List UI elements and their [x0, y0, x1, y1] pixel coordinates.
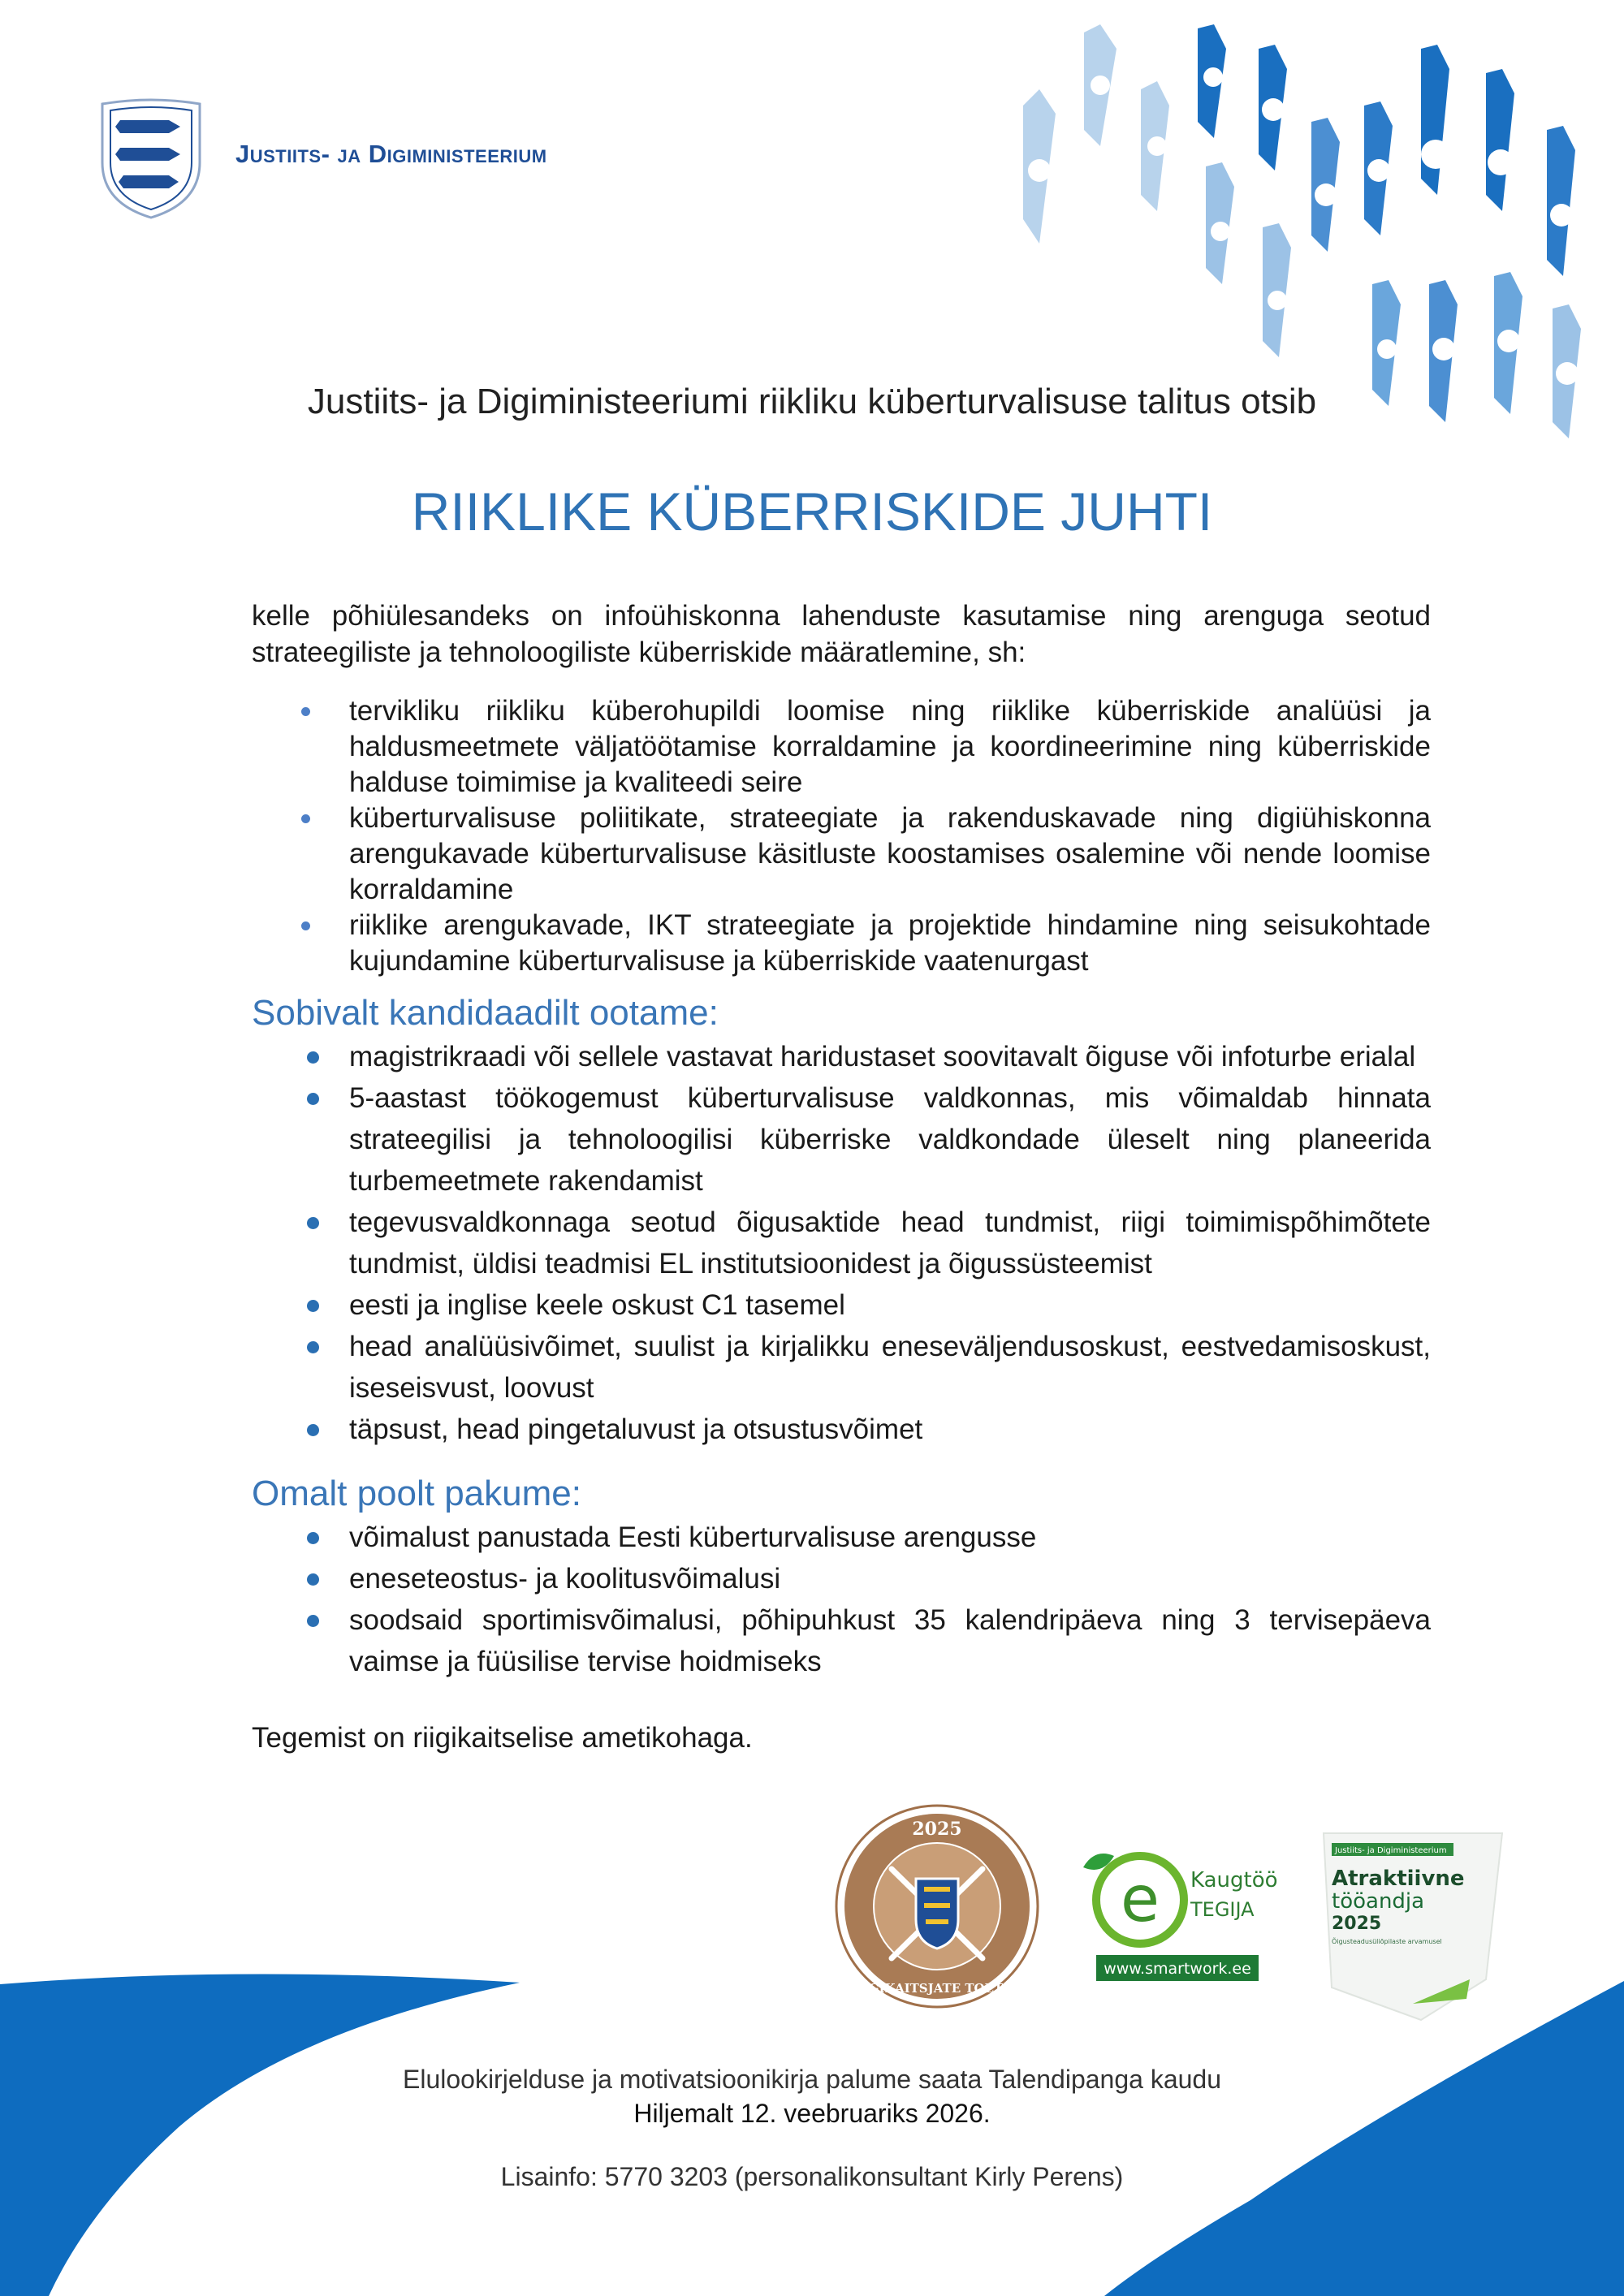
defense-position-note: Tegemist on riigikaitselise ametikohaga.	[252, 1722, 753, 1754]
task-list	[252, 693, 1431, 979]
footer-info: Lisainfo: 5770 3203 (personalikonsultant Kirly Perens)	[500, 2162, 1124, 2191]
job-title: RIIKLIKE KÜBERRISKIDE JUHTI	[411, 481, 1213, 542]
atraktiivne-line1: Atraktiivne	[1332, 1867, 1465, 1891]
list-item: magistrikraadi või sellele vastavat haridustaset soovitavalt õiguse või infoturbe erialal	[252, 1036, 1431, 1077]
atraktiivne-top: Justiits- ja Digiministeerium	[1335, 1846, 1447, 1855]
list-item: 5-aastast töökogemust küberturvalisuse valdkonnas, mis võimaldab hinnata strateegilisi ja tehnoloogilisi küberriske valdkondade üleselt ning planeerida turbemeetmete rakendamist	[252, 1077, 1431, 1202]
list-item: eneseteostus- ja koolitusvõimalusi	[252, 1558, 1431, 1599]
atraktiivne-sub: Õigusteadusüliõpilaste arvamusel	[1332, 1938, 1442, 1945]
kaugtoo-subtitle: TEGIJA	[1190, 1898, 1255, 1921]
offers-list	[252, 1517, 1431, 1682]
offers-heading: Omalt poolt pakume:	[252, 1474, 581, 1513]
badge-year: 2025	[912, 1819, 962, 1840]
list-item: tegevusvaldkonnaga seotud õigusaktide head tundmist, riigi toimimispõhimõtete tundmist, üldisi teadmisi EL institutsioonidest ja õigussüsteemist	[252, 1202, 1431, 1284]
atraktiivne-line2: tööandja	[1332, 1889, 1425, 1914]
list-item: head analüüsivõimet, suulist ja kirjalikku eneseväljendusoskust, eestvedamisoskust, iseseisvust, loovust	[252, 1326, 1431, 1409]
list-item: riiklike arengukavade, IKT strateegiate ja projektide hindamine ning seisukohtade kujundamine küberturvalisuse ja küberriskide vaatenurgast	[252, 908, 1431, 979]
badge-label: RIIGIKAITSJATE TOETAJA	[847, 1981, 1027, 1996]
intro-line: Justiits- ja Digiministeeriumi riikliku küberturvalisuse talitus otsib	[307, 382, 1317, 421]
atraktiivne-year: 2025	[1332, 1914, 1382, 1934]
kaugtoo-logo-icon	[1070, 1836, 1283, 1983]
list-item: eesti ja inglise keele oskust C1 tasemel	[252, 1284, 1431, 1326]
footer-contact: Elulookirjelduse ja motivatsioonikirja palume saata Talendipanga kaudu	[402, 2065, 1222, 2094]
requirements-heading: Sobivalt kandidaadilt ootame:	[252, 993, 719, 1033]
coat-of-arms-icon	[94, 97, 208, 221]
footer-deadline: Hiljemalt 12. veebruariks 2026.	[633, 2099, 991, 2128]
kaugtoo-url: www.smartwork.ee	[1104, 1960, 1251, 1978]
list-item: täpsust, head pingetaluvust ja otsustusvõimet	[252, 1409, 1431, 1450]
svg-text:e: e	[1121, 1863, 1160, 1936]
kaugtoo-tegija-badge	[1070, 1836, 1283, 1983]
job-content	[252, 598, 1431, 1756]
requirements-list	[252, 1036, 1431, 1450]
list-item: küberturvalisuse poliitikate, strateegiate ja rakenduskavade ning digiühiskonna arengukavade küberturvalisuse käsitluste koostamises osalemine või nende loomise korraldamine	[252, 801, 1431, 908]
ministry-logo-text: Justiits- ja Digiministeerium	[235, 140, 547, 168]
list-item: tervikliku riikliku küberohupildi loomise ning riiklike küberriskide analüüsi ja haldusmeetmete väljatöötamise korraldamine ja koordineerimine ning küberriskide halduse toimimise ja kvaliteedi seire	[252, 693, 1431, 801]
kaugtoo-title: Kaugtöö	[1190, 1868, 1278, 1892]
list-item: võimalust panustada Eesti küberturvalisuse arengusse	[252, 1517, 1431, 1558]
job-description: kelle põhiülesandeks on infoühiskonna lahenduste kasutamise ning arenguga seotud strateegiliste ja tehnoloogiliste küberriskide määratlemine, sh:	[252, 600, 1431, 668]
footer-wave-decoration	[0, 1965, 1624, 2296]
list-item: soodsaid sportimisvõimalusi, põhipuhkust 35 kalendripäeva ning 3 tervisepäeva vaimse ja füüsilise tervise hoidmiseks	[252, 1599, 1431, 1682]
